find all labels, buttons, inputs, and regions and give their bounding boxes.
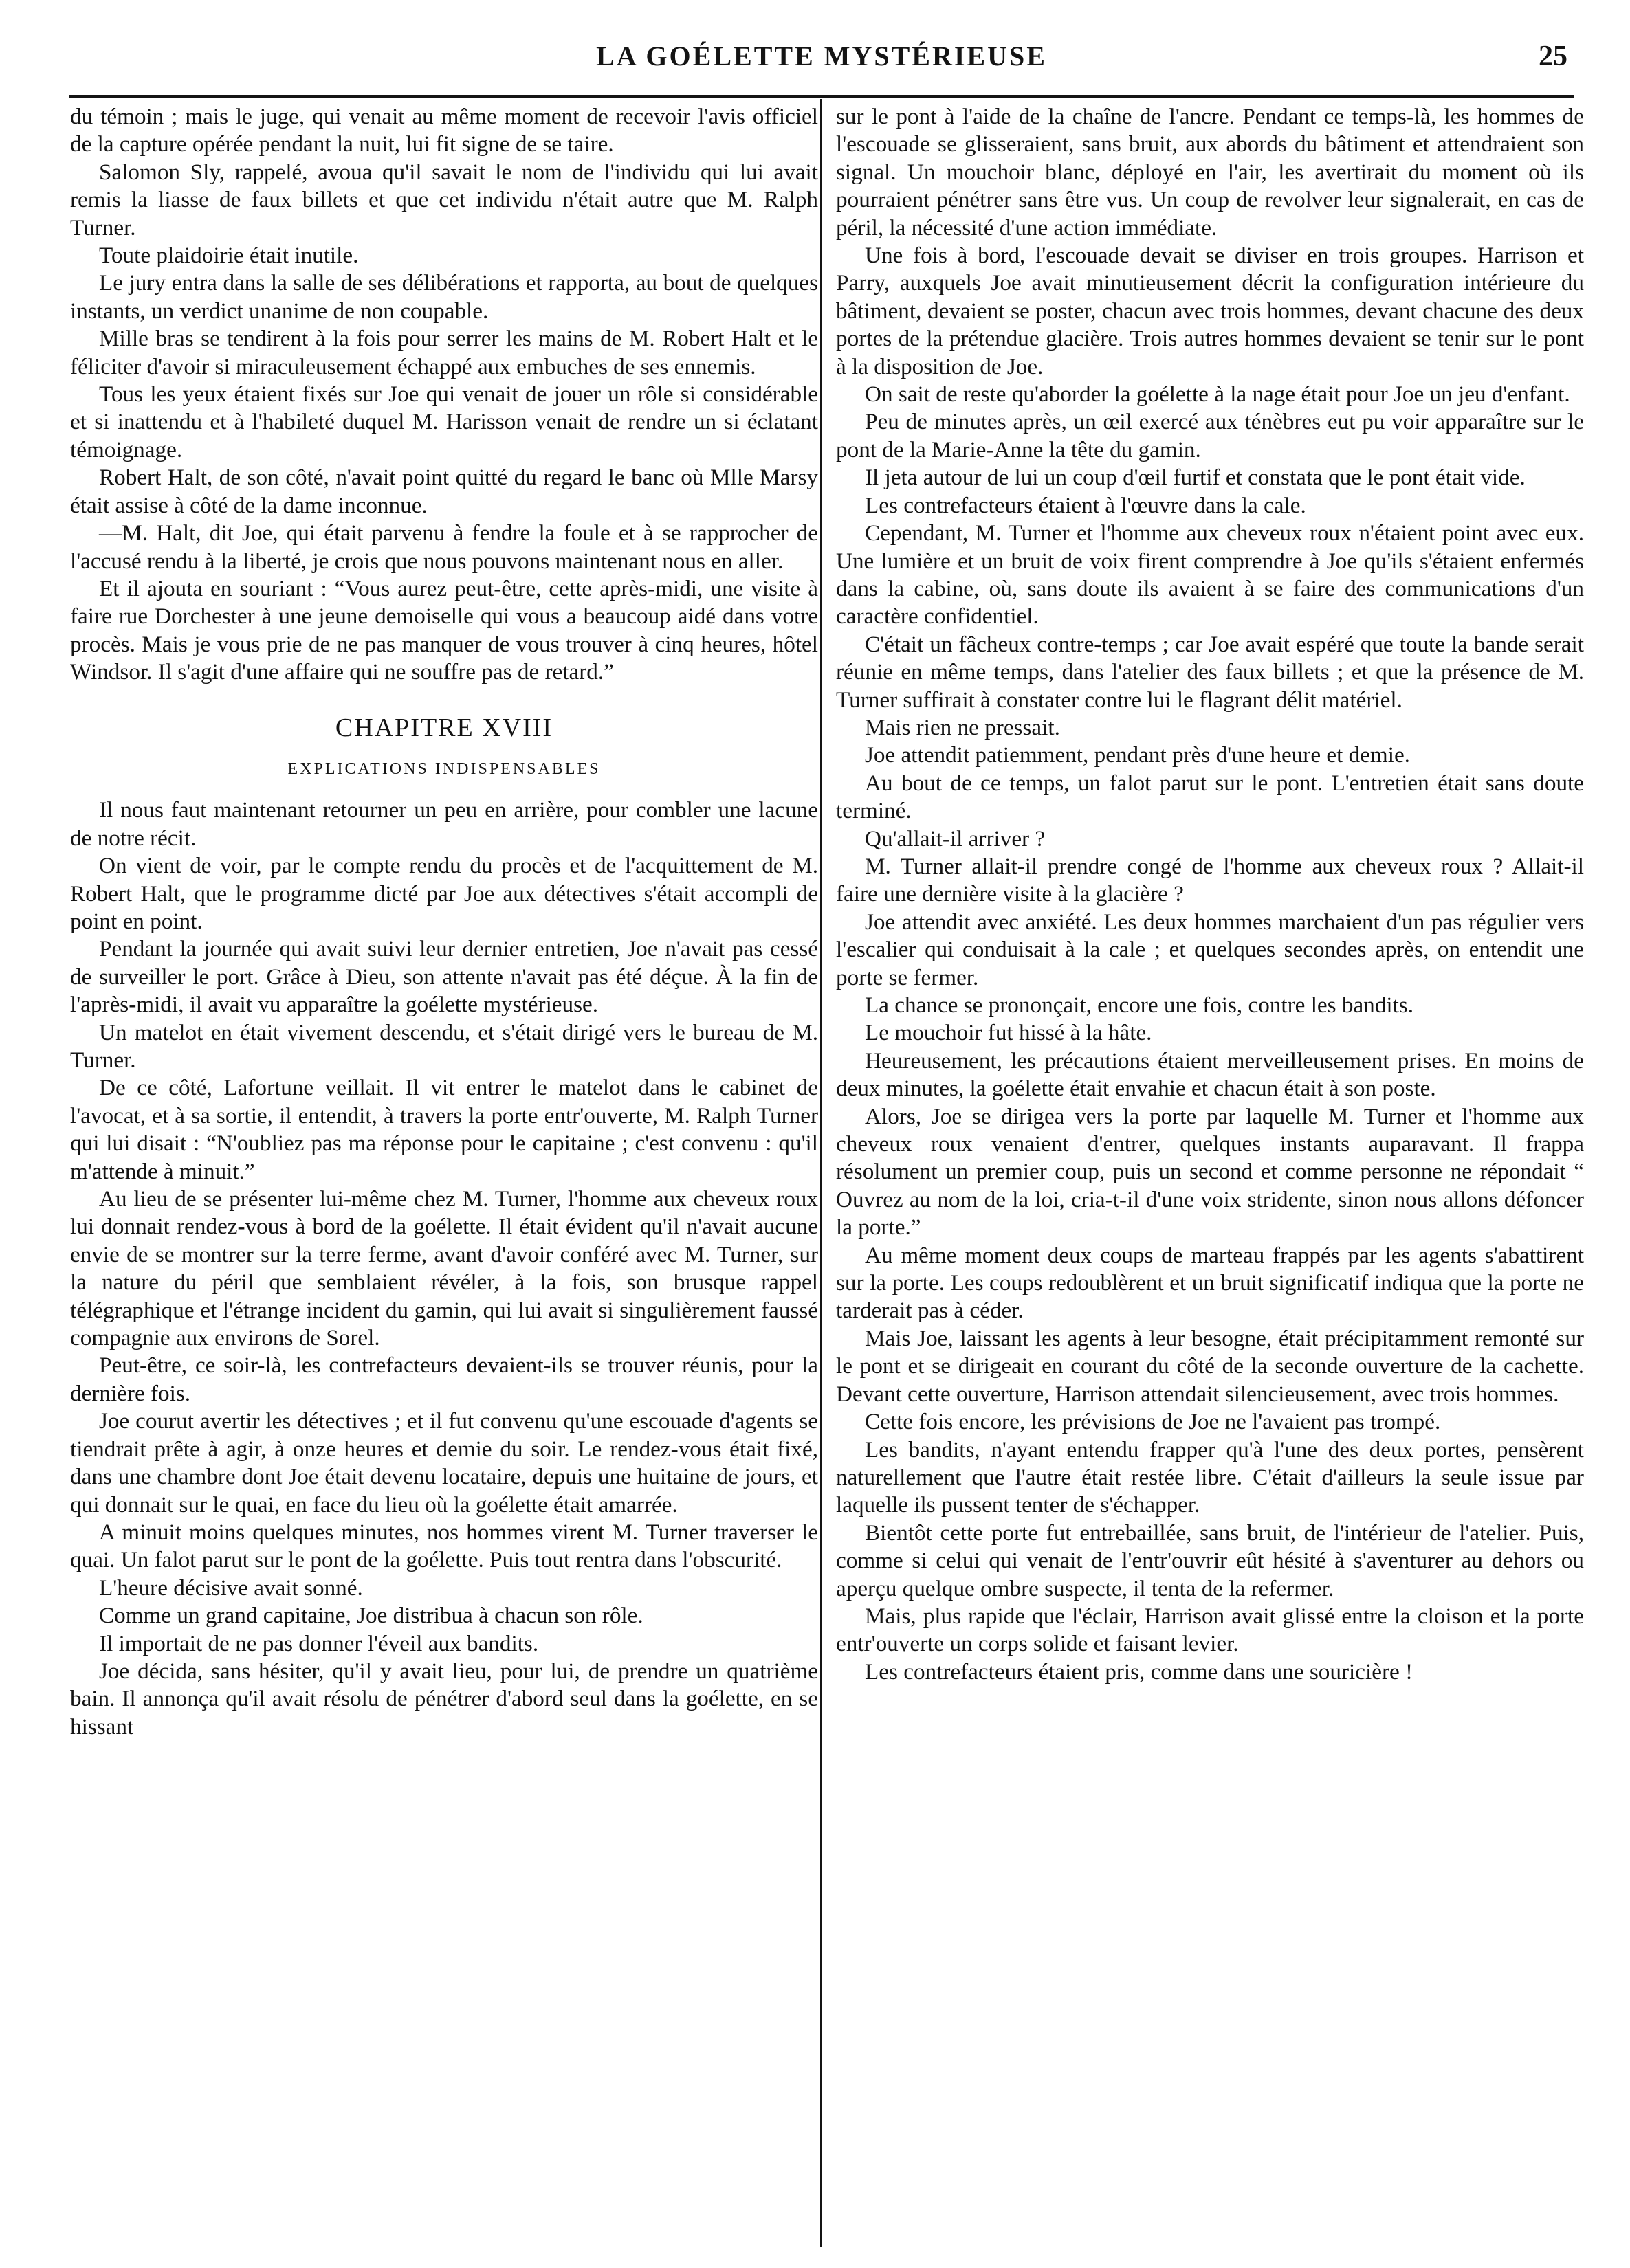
- column-divider: [820, 99, 822, 2247]
- running-title: LA GOÉLETTE MYSTÉRIEUSE: [596, 41, 1047, 71]
- paragraph: Pendant la journée qui avait suivi leur dernier entretien, Joe n'avait pas cessé de surveiller le port. Grâce à Dieu, son attente n'avait pas été déçue. À la fin de l'après-midi, il avait vu apparaître la goélette mystérieuse.: [70, 936, 818, 1018]
- paragraph: Cette fois encore, les prévisions de Joe ne l'avaient pas trompé.: [865, 1409, 1441, 1435]
- paragraph: Salomon Sly, rappelé, avoua qu'il savait le nom de l'individu qui lui avait remis la liasse de faux billets et que cet individu n'était autre que M. Ralph Turner.: [70, 159, 818, 241]
- paragraph: M. Turner allait-il prendre congé de l'homme aux cheveux roux ? Allait-il faire une dernière visite à la glacière ?: [836, 853, 1584, 907]
- paragraph: Le mouchoir fut hissé à la hâte.: [865, 1020, 1152, 1046]
- paragraph: L'heure décisive avait sonné.: [99, 1575, 363, 1601]
- paragraph: C'était un fâcheux contre-temps ; car Joe avait espéré que toute la bande serait réunie en même temps, dans l'atelier des faux billets ; et que la présence de M. Turner suffirait à constater contre lui le flagrant délit matériel.: [836, 631, 1584, 713]
- paragraph: Joe attendit patiemment, pendant près d'une heure et demie.: [865, 742, 1410, 768]
- left-column: [70, 103, 818, 1741]
- header-rule: [69, 95, 1574, 98]
- paragraph: Mais rien ne pressait.: [865, 714, 1060, 740]
- paragraph: Les contrefacteurs étaient pris, comme dans une souricière !: [865, 1658, 1413, 1685]
- paragraph: Le jury entra dans la salle de ses délibérations et rapporta, au bout de quelques instants, un verdict unanime de non coupable.: [70, 270, 818, 324]
- paragraph: Heureusement, les précautions étaient merveilleusement prises. En moins de deux minutes, la goélette était envahie et chacun était à son poste.: [836, 1047, 1584, 1102]
- paragraph: Les contrefacteurs étaient à l'œuvre dans la cale.: [865, 492, 1306, 518]
- paragraph: Une fois à bord, l'escouade devait se diviser en trois groupes. Harrison et Parry, auxquels Joe avait minutieusement décrit la configuration intérieure du bâtiment, devaient se poster, chacun avec trois hommes, devant chacune des deux portes de la prétendue glacière. Trois autres hommes devaient se tenir sur le pont à la disposition de Joe.: [836, 243, 1584, 379]
- paragraph: Un matelot en était vivement descendu, et s'était dirigé vers le bureau de M. Turner.: [70, 1019, 818, 1073]
- paragraph: Il importait de ne pas donner l'éveil aux bandits.: [99, 1630, 539, 1656]
- paragraph: sur le pont à l'aide de la chaîne de l'ancre. Pendant ce temps-là, les hommes de l'escouade se glisseraient, sans bruit, aux abords du bâtiment et attendraient son signal. Un mouchoir blanc, déployé en l'air, les avertirait du moment où ils pourraient pénétrer sans être vus. Un coup de revolver leur signalerait, en cas de péril, la nécessité d'une action immédiate.: [836, 104, 1584, 241]
- paragraph: Peu de minutes après, un œil exercé aux ténèbres eut pu voir apparaître sur le pont de la Marie-Anne la tête du gamin.: [836, 409, 1584, 463]
- paragraph: De ce côté, Lafortune veillait. Il vit entrer le matelot dans le cabinet de l'avocat, et à sa sortie, il entendit, à travers la porte entr'ouverte, M. Ralph Turner qui lui disait : “N'oubliez pas ma réponse pour le capitaine ; c'est convenu : qu'il m'attende à minuit.”: [70, 1075, 818, 1184]
- paragraph: Au lieu de se présenter lui-même chez M. Turner, l'homme aux cheveux roux lui donnait rendez-vous à bord de la goélette. Il était évident qu'il n'avait aucune envie de se montrer sur la terre ferme, avant d'avoir conféré avec M. Turner, sur la nature du péril que semblaient révéler, à la fois, son brusque rappel télégraphique et l'étrange incident du gamin, qui lui avait si singulièrement faussé compagnie aux environs de Sorel.: [70, 1186, 818, 1351]
- paragraph: Au même moment deux coups de marteau frappés par les agents s'abattirent sur la porte. Les coups redoublèrent et un bruit significatif indiqua que la porte ne tarderait pas à céder.: [836, 1242, 1584, 1324]
- paragraph: Mille bras se tendirent à la fois pour serrer les mains de M. Robert Halt et le féliciter d'avoir si miraculeusement échappé aux embuches de ses ennemis.: [70, 326, 818, 379]
- paragraph: Mais, plus rapide que l'éclair, Harrison avait glissé entre la cloison et la porte entr'ouverte un corps solide et faisant levier.: [836, 1603, 1584, 1657]
- paragraph: Les bandits, n'ayant entendu frapper qu'à l'une des deux portes, pensèrent naturellement que l'autre était restée libre. C'était d'ailleurs la seule issue par laquelle ils pussent tenter de s'échapper.: [836, 1436, 1584, 1518]
- paragraph: Robert Halt, de son côté, n'avait point quitté du regard le banc où Mlle Marsy était assise à côté de la dame inconnue.: [70, 465, 818, 518]
- paragraph: Et il ajouta en souriant : “Vous aurez peut-être, cette après-midi, une visite à faire rue Dorchester à une jeune demoiselle qui vous a beaucoup aidé dans votre procès. Mais je vous prie de ne pas manquer de vous trouver à cinq heures, hôtel Windsor. Il s'agit d'une affaire qui ne souffre pas de retard.”: [70, 575, 818, 685]
- paragraph: Au bout de ce temps, un falot parut sur le pont. L'entretien était sans doute terminé.: [836, 770, 1584, 824]
- paragraph: Peut-être, ce soir-là, les contrefacteurs devaient-ils se trouver réunis, pour la dernière fois.: [70, 1353, 818, 1406]
- paragraph: Joe décida, sans hésiter, qu'il y avait lieu, pour lui, de prendre un quatrième bain. Il annonça qu'il avait résolu de pénétrer d'abord seul dans la goélette, en se hissant: [70, 1658, 818, 1739]
- paragraph: Bientôt cette porte fut entrebaillée, sans bruit, de l'intérieur de l'atelier. Puis, comme si celui qui venait de l'entr'ouvrir eût hésité à s'aventurer au dehors ou aperçu quelque ombre suspecte, il tenta de la refermer.: [836, 1520, 1584, 1601]
- paragraph: Cependant, M. Turner et l'homme aux cheveux roux n'étaient point avec eux. Une lumière et un bruit de voix firent comprendre à Joe qu'ils s'étaient enfermés dans la cabine, où, sans doute ils avaient à se faire des communications d'un caractère confidentiel.: [836, 520, 1584, 630]
- paragraph: Toute plaidoirie était inutile.: [99, 243, 359, 269]
- paragraph: Alors, Joe se dirigea vers la porte par laquelle M. Turner et l'homme aux cheveux roux venaient d'entrer, quelques instants auparavant. Il frappa résolument un premier coup, puis un second et comme personne ne répondait “ Ouvrez au nom de la loi, cria-t-il d'une voix stridente, sinon nous allons défoncer la porte.”: [836, 1103, 1584, 1241]
- paragraph: On vient de voir, par le compte rendu du procès et de l'acquittement de M. Robert Halt, que le programme dicté par Joe aux détectives s'était accompli de point en point.: [70, 853, 818, 934]
- paragraph: Mais Joe, laissant les agents à leur besogne, était précipitamment remonté sur le pont et se dirigeait en courant du côté de la seconde ouverture de la cachette. Devant cette ouverture, Harrison attendait silencieusement, avec trois hommes.: [836, 1325, 1584, 1407]
- right-column: [836, 103, 1584, 1686]
- paragraph: Qu'allait-il arriver ?: [865, 825, 1046, 852]
- page-number: 25: [1539, 41, 1567, 72]
- paragraph: On sait de reste qu'aborder la goélette à la nage était pour Joe un jeu d'enfant.: [865, 381, 1570, 408]
- paragraph: du témoin ; mais le juge, qui venait au même moment de recevoir l'avis officiel de la capture opérée pendant la nuit, lui fit signe de se taire.: [70, 104, 818, 157]
- paragraph: Joe attendit avec anxiété. Les deux hommes marchaient d'un pas régulier vers l'escalier qui conduisait à la cale ; et quelques secondes après, on entendit une porte se fermer.: [836, 909, 1584, 990]
- paragraph: La chance se prononçait, encore une fois, contre les bandits.: [865, 992, 1414, 1018]
- paragraph: Tous les yeux étaient fixés sur Joe qui venait de jouer un rôle si considérable et si inattendu et à l'habileté duquel M. Harisson venait de rendre un si éclatant témoignage.: [70, 381, 818, 463]
- paragraph: Il nous faut maintenant retourner un peu en arrière, pour combler une lacune de notre récit.: [70, 797, 818, 851]
- paragraph: —M. Halt, dit Joe, qui était parvenu à fendre la foule et à se rapprocher de l'accusé rendu à la liberté, je crois que nous pouvons maintenant nous en aller.: [70, 520, 818, 574]
- paragraph: A minuit moins quelques minutes, nos hommes virent M. Turner traverser le quai. Un falot parut sur le pont de la goélette. Puis tout rentra dans l'obscurité.: [70, 1519, 818, 1573]
- chapter-subtitle: EXPLICATIONS INDISPENSABLES: [287, 759, 601, 778]
- paragraph: Comme un grand capitaine, Joe distribua à chacun son rôle.: [99, 1603, 643, 1629]
- paragraph: Joe courut avertir les détectives ; et il fut convenu qu'une escouade d'agents se tiendrait prête à agir, à onze heures et demie du soir. Le rendez-vous était fixé, dans une chambre dont Joe était devenu locataire, depuis une huitaine de jours, et qui donnait sur le quai, en face du lieu où la goélette était amarrée.: [70, 1408, 818, 1517]
- chapter-title: CHAPITRE XVIII: [335, 713, 553, 742]
- paragraph: Il jeta autour de lui un coup d'œil furtif et constata que le pont était vide.: [865, 465, 1526, 491]
- page-header: [69, 36, 1574, 89]
